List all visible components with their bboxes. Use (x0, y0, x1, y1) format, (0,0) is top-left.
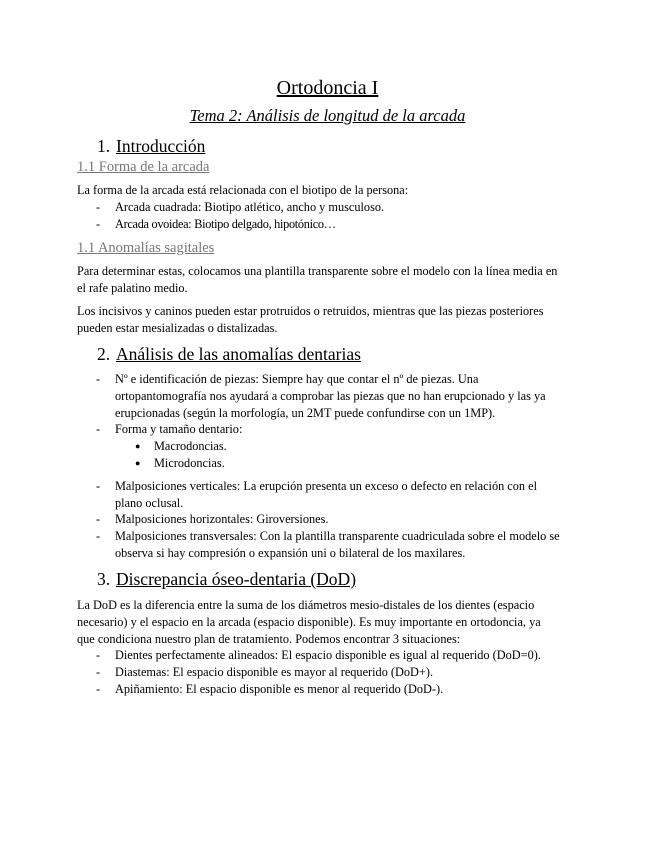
section-title: Análisis de las anomalías dentarias (116, 344, 361, 364)
section-title: Discrepancia óseo-dentaria (DoD) (116, 569, 357, 589)
dash-marker: - (96, 200, 101, 214)
list-item-text: Apiñamiento: El espacio disponible es menor al requerido (DoD-). (115, 682, 444, 696)
list-item-text: Forma y tamaño dentario: (115, 422, 243, 436)
list-item-text: Diastemas: El espacio disponible es mayor al requerido (DoD+). (115, 665, 434, 679)
list-item (96, 421, 566, 438)
document-title: Ortodoncia I (276, 77, 379, 99)
list-item-text: Arcada ovoidea: Biotipo delgado, hipotónico… (115, 217, 336, 231)
list-item (96, 216, 566, 233)
dash-marker: - (96, 217, 101, 231)
list-item (96, 647, 566, 664)
paragraph: Los incisivos y caninos pueden estar protruidos o retruidos, mientras que las piezas posteriores pueden estar mesializadas o distalizadas. (77, 304, 544, 335)
bullet-marker: ● (135, 458, 141, 468)
dash-marker: - (96, 529, 101, 543)
list-item-text: Malposiciones horizontales: Giroversiones. (115, 512, 329, 526)
sub-list-item-text: Macrodoncias. (154, 439, 227, 453)
section-number: 1. (97, 136, 111, 156)
dash-marker: - (96, 372, 101, 386)
sub-list-item-text: Microdoncias. (154, 456, 225, 470)
section-number: 2. (97, 344, 111, 364)
paragraph: La DoD es la diferencia entre la suma de los diámetros mesio-distales de los dientes (espacio necesario) y el espacio en la arcada (espacio disponible). Es muy importante en ortodoncia, ya que condiciona nuestro plan de tratamiento. Podemos encontrar 3 situaciones: (77, 598, 541, 646)
list-item-text: Malposiciones verticales: La erupción presenta un exceso o defecto en relación con el plano oclusal. (115, 479, 538, 510)
list-item (96, 371, 566, 422)
paragraph: Para determinar estas, colocamos una plantilla transparente sobre el modelo con la línea media en el rafe palatino medio. (77, 264, 558, 295)
sub-list-item (135, 455, 555, 472)
dash-marker: - (96, 682, 101, 696)
dash-marker: - (96, 648, 101, 662)
dash-marker: - (96, 665, 101, 679)
list-item (96, 478, 566, 512)
list-item (96, 664, 566, 681)
section-title: Introducción (116, 136, 206, 156)
dash-marker: - (96, 512, 101, 526)
dash-marker: - (96, 479, 101, 493)
dash-marker: - (96, 422, 101, 436)
list-item-text: Arcada cuadrada: Biotipo atlético, ancho y musculoso. (115, 200, 385, 214)
list-item-text: Malposiciones transversales: Con la plantilla transparente cuadriculada sobre el modelo se observa si hay compresión o expansión uni o bilateral de los maxilares. (115, 529, 560, 560)
list-item (96, 199, 566, 216)
bullet-marker: ● (135, 441, 141, 451)
list-item-text: Nº e identificación de piezas: Siempre hay que contar el nº de piezas. Una ortopantomografía nos ayudará a comprobar las piezas que no han erupcionado y las ya erupcionadas (según la morfología, un 2MT puede confundirse con un 1MP). (115, 372, 546, 420)
list-item (96, 681, 566, 698)
subsection-1-1-heading: 1.1 Forma de la arcada (77, 159, 210, 175)
sub-list-item (135, 438, 555, 455)
list-item (96, 528, 566, 562)
list-item (96, 511, 566, 528)
list-item-text: Dientes perfectamente alineados: El espacio disponible es igual al requerido (DoD=0). (115, 648, 541, 662)
document-subtitle: Tema 2: Análisis de longitud de la arcada (189, 106, 466, 125)
paragraph: La forma de la arcada está relacionada con el biotipo de la persona: (77, 183, 409, 197)
section-number: 3. (97, 569, 111, 589)
subsection-anomalias-heading: 1.1 Anomalías sagitales (77, 240, 215, 256)
